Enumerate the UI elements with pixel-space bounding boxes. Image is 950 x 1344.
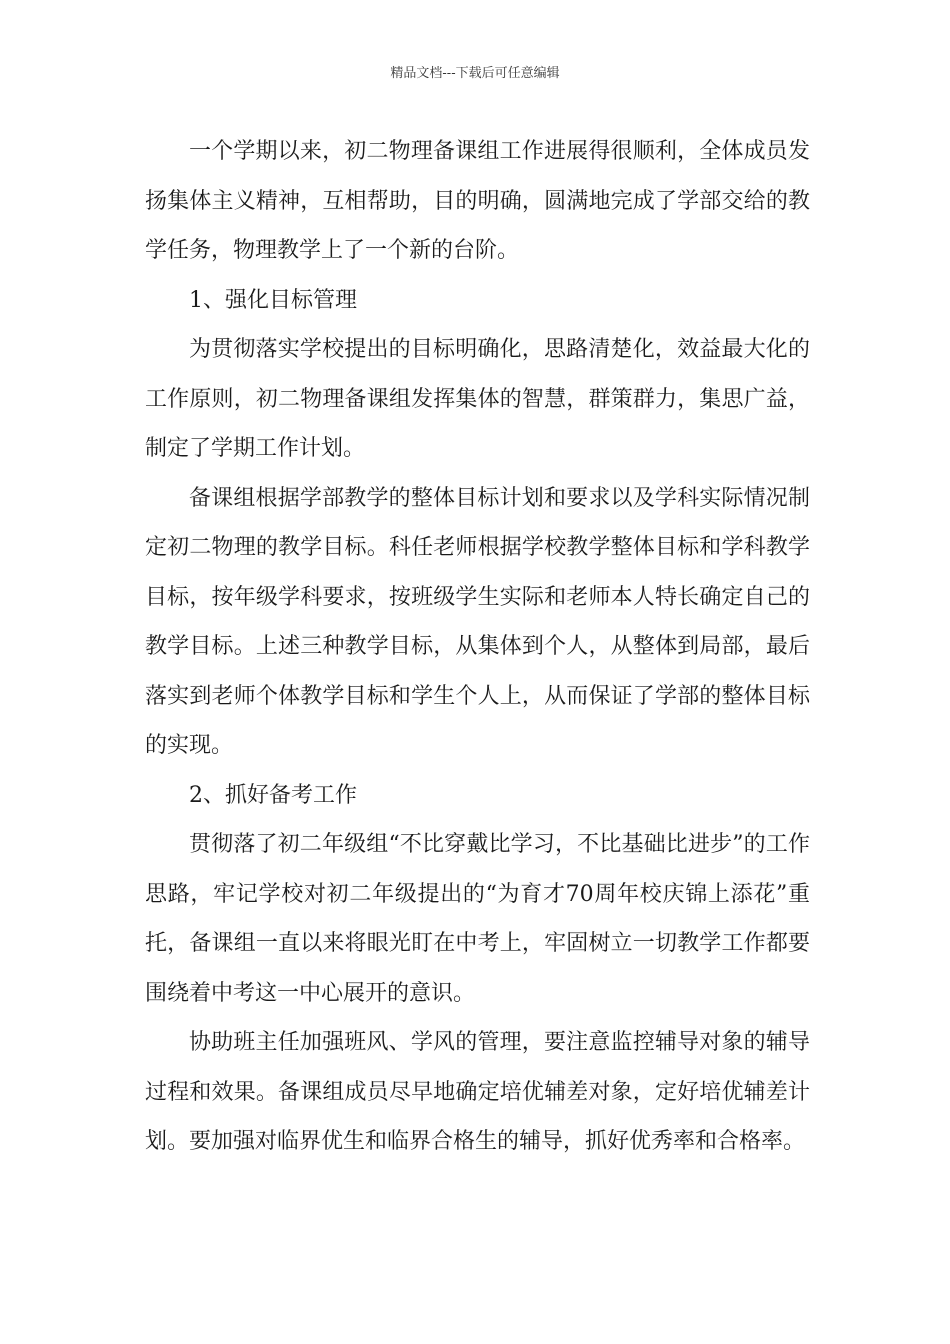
section-heading-2: 2、抓好备考工作 bbox=[189, 782, 357, 808]
paragraph-tutoring: 协助班主任加强班风、学风的管理，要注意监控辅导对象的辅导过程和效果。备课组成员尽早地确定培优辅差对象，定好培优辅差计划。要加强对临界优生和临界合格生的辅导，抓好优秀率和合格率。 bbox=[145, 1030, 810, 1154]
page-header: 精品文档---下载后可任意编辑 bbox=[390, 66, 560, 81]
paragraph-goal-details: 备课组根据学部教学的整体目标计划和要求以及学科实际情况制定初二物理的教学目标。科任老师根据学校教学整体目标和学科教学目标，按年级学科要求，按班级学生实际和老师本人特长确定自己的教学目标。上述三种教学目标，从集体到个人，从整体到局部，最后落实到老师个体教学目标和学生个人上，从而保证了学部的整体目标的实现。 bbox=[145, 485, 810, 758]
document-body bbox=[145, 127, 810, 1167]
section-heading-1: 1、强化目标管理 bbox=[189, 287, 357, 313]
paragraph-exam-prep: 贯彻落了初二年级组“不比穿戴比学习，不比基础比进步”的工作思路，牢记学校对初二年级提出的“为育才70周年校庆锦上添花”重托，备课组一直以来将眼光盯在中考上，牢固树立一切教学工作都要围绕着中考这一中心展开的意识。 bbox=[145, 832, 810, 1006]
paragraph-intro: 一个学期以来，初二物理备课组工作进展得很顺利，全体成员发扬集体主义精神，互相帮助，目的明确，圆满地完成了学部交给的教学任务，物理教学上了一个新的台阶。 bbox=[145, 139, 810, 263]
paragraph-goal-principle: 为贯彻落实学校提出的目标明确化，思路清楚化，效益最大化的工作原则，初二物理备课组发挥集体的智慧，群策群力，集思广益，制定了学期工作计划。 bbox=[145, 337, 810, 461]
